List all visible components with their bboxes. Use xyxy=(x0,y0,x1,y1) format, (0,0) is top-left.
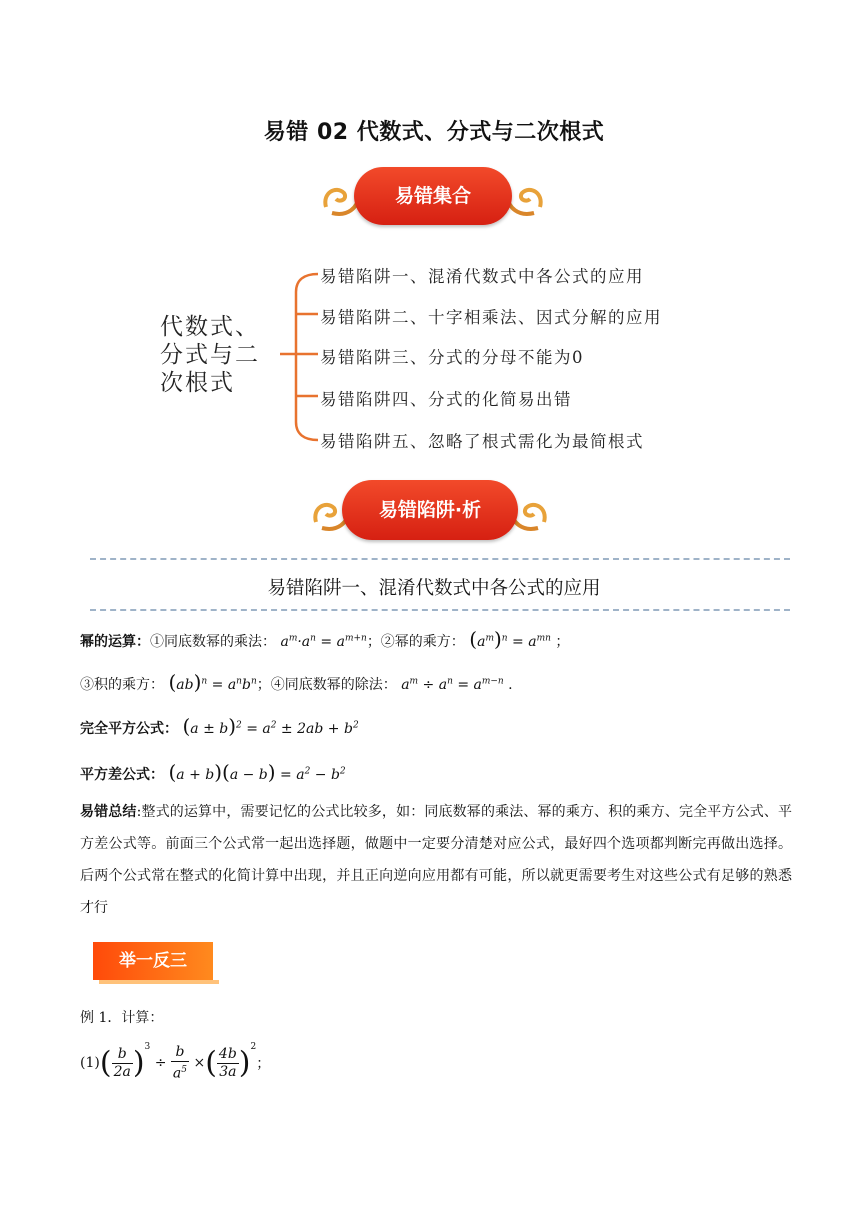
tag-label: 举一反三 xyxy=(119,951,187,971)
mindmap-root-line: 次根式 xyxy=(160,370,235,396)
example-tag xyxy=(93,942,218,984)
error-summary xyxy=(80,796,792,924)
tag-shadow xyxy=(99,980,219,984)
perfect-square-label: 完全平方公式： xyxy=(80,721,178,737)
formula-power-of-product: $(ab)^n = a^nb^n$ xyxy=(168,670,257,694)
difference-of-squares-label: 平方差公式： xyxy=(80,767,164,783)
banner-label: 易错集合 xyxy=(394,185,471,207)
perfect-square-line xyxy=(80,714,359,738)
rule-text: ③积的乘方： xyxy=(80,677,164,693)
fraction-b-over-a5: $\frac{b}{a^5}$ xyxy=(172,1043,188,1082)
mindmap-item: 易错陷阱一、混淆代数式中各公式的应用 xyxy=(320,267,644,286)
difference-of-squares-line xyxy=(80,760,346,784)
rule-text: ①同底数幂的乘法： xyxy=(150,634,276,650)
formula-perfect-square: $(a \pm b)^2 = a^2 \pm 2ab + b^2$ xyxy=(182,714,359,738)
power-rules-line-1: 幂的运算：①同底数幂的乘法： $a^m\cdot a^n = a^{m+n}$；②幂的乘方： $(a^m)^n = a^{mn}$ ； xyxy=(80,627,570,651)
mindmap-item: 易错陷阱五、忽略了根式需化为最简根式 xyxy=(320,432,644,451)
rule-text: ；④同底数幂的除法： xyxy=(256,677,397,693)
mindmap-item: 易错陷阱二、十字相乘法、因式分解的应用 xyxy=(320,308,662,327)
example-item-1: (1)( $\frac{b}{2a}$ )$^3$ ÷ $\frac{b}{a^5}$ ×( $\frac{4b}{3a}$ )$^2$； xyxy=(80,1042,271,1082)
mindmap-root-line: 代数式、 xyxy=(160,314,260,340)
mindmap-connector xyxy=(280,262,322,452)
mindmap-root-line: 分式与二 xyxy=(160,342,260,368)
error-summary-label: 易错总结 xyxy=(80,804,137,820)
mindmap-item: 易错陷阱三、分式的分母不能为0 xyxy=(320,348,584,367)
formula-difference-of-squares: $(a + b)(a - b) = a^2 - b^2$ xyxy=(168,760,346,784)
formula-same-base-multiply: $a^m\cdot a^n = a^{m+n}$ xyxy=(280,633,367,650)
formula-power-of-power: $(a^m)^n = a^{mn}$ xyxy=(469,627,551,651)
banner-error-analysis xyxy=(308,480,552,540)
item-number: (1) xyxy=(80,1055,100,1071)
example-label: 例 1．计算： xyxy=(80,1010,164,1026)
divider-top xyxy=(90,558,790,560)
section-title: 易错陷阱一、混淆代数式中各公式的应用 xyxy=(267,578,601,599)
error-summary-text: :整式的运算中，需要记忆的公式比较多，如：同底数幂的乘法、幂的乘方、积的乘方、完全平方公式、平方差公式等。前面三个公式常一起出选择题，做题中一定要分清楚对应公式，最好四个选项都判断完再做出选择。后两个公式常在整式的化简计算中出现，并且正向逆向应用都有可能，所以就更需要考生对这些公式有足够的熟悉才行 xyxy=(80,804,793,916)
banner-error-collection xyxy=(318,167,548,225)
power-rules-label: 幂的运算： xyxy=(80,634,150,650)
formula-same-base-divide: $a^m \div a^n = a^{m-n}$ xyxy=(401,676,504,693)
divider-bottom xyxy=(90,609,790,611)
power-rules-line-2: ③积的乘方： $(ab)^n = a^nb^n$；④同底数幂的除法： $a^m \div a^n = a^{m-n}$ . xyxy=(80,670,513,694)
page-title: 易错 02 代数式、分式与二次根式 xyxy=(263,120,605,145)
mindmap-root xyxy=(160,313,260,397)
fraction-4b-over-3a: $\frac{4b}{3a}$ xyxy=(218,1045,237,1080)
mindmap-item: 易错陷阱四、分式的化简易出错 xyxy=(320,390,572,409)
rule-text: ；②幂的乘方： xyxy=(366,634,465,650)
banner-label: 易错陷阱·析 xyxy=(378,499,482,521)
fraction-b-over-2a: $\frac{b}{2a}$ xyxy=(113,1045,131,1080)
